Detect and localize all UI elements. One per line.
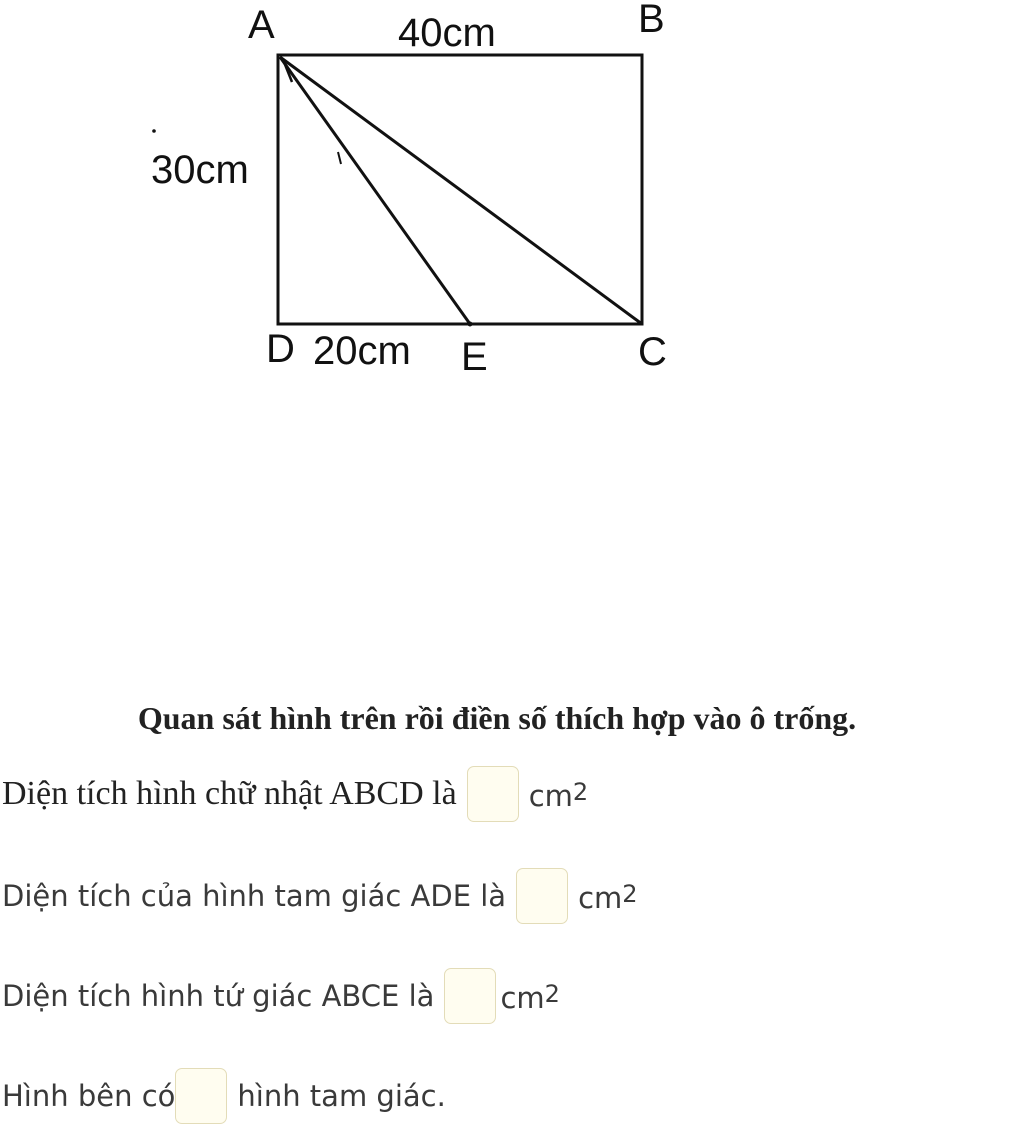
unit-exponent: 2: [622, 880, 638, 908]
segment-ae: [280, 57, 470, 324]
question-rectangle-area: [2, 764, 588, 824]
question-quadrilateral-abce-area: [2, 966, 560, 1026]
tick-mark: [338, 152, 341, 164]
dot-mark: [152, 129, 156, 133]
instruction-text: Quan sát hình trên rồi điền số thích hợp vào ô trống.: [137, 700, 857, 736]
length-label-ab: 40cm: [398, 11, 496, 55]
vertex-label-d: D: [266, 327, 295, 371]
unit-label: [578, 881, 637, 915]
question-text: Diện tích hình chữ nhật ABCD là: [2, 775, 457, 812]
question-text-after: hình tam giác.: [237, 1079, 446, 1113]
vertex-label-c: C: [638, 330, 667, 374]
question-text: Diện tích hình tứ giác ABCE là: [2, 979, 435, 1013]
question-text-before: Hình bên có: [2, 1079, 176, 1113]
geometry-figure: [0, 0, 1024, 420]
point-e-dot: [468, 322, 473, 327]
segment-ac: [280, 57, 642, 324]
vertex-label-b: B: [638, 0, 665, 41]
question-triangle-count: [2, 1066, 446, 1126]
question-triangle-ade-area: [2, 866, 638, 926]
answer-input-quadrilateral-abce-area[interactable]: [444, 968, 496, 1024]
unit-label: [529, 779, 588, 813]
unit-label: [500, 981, 559, 1015]
vertex-label-a: A: [248, 3, 275, 47]
unit-base: cm: [528, 779, 573, 813]
answer-input-triangle-count[interactable]: [175, 1068, 227, 1124]
answer-input-rectangle-area[interactable]: [467, 766, 519, 822]
question-text: Diện tích của hình tam giác ADE là: [2, 879, 507, 913]
unit-base: cm: [578, 881, 623, 915]
answer-input-triangle-ade-area[interactable]: [516, 868, 568, 924]
unit-exponent: 2: [572, 778, 589, 806]
unit-exponent: 2: [544, 980, 560, 1008]
length-label-de: 20cm: [313, 329, 411, 373]
vertex-label-e: E: [461, 335, 488, 379]
unit-base: cm: [500, 981, 545, 1015]
length-label-ad: 30cm: [151, 148, 249, 192]
